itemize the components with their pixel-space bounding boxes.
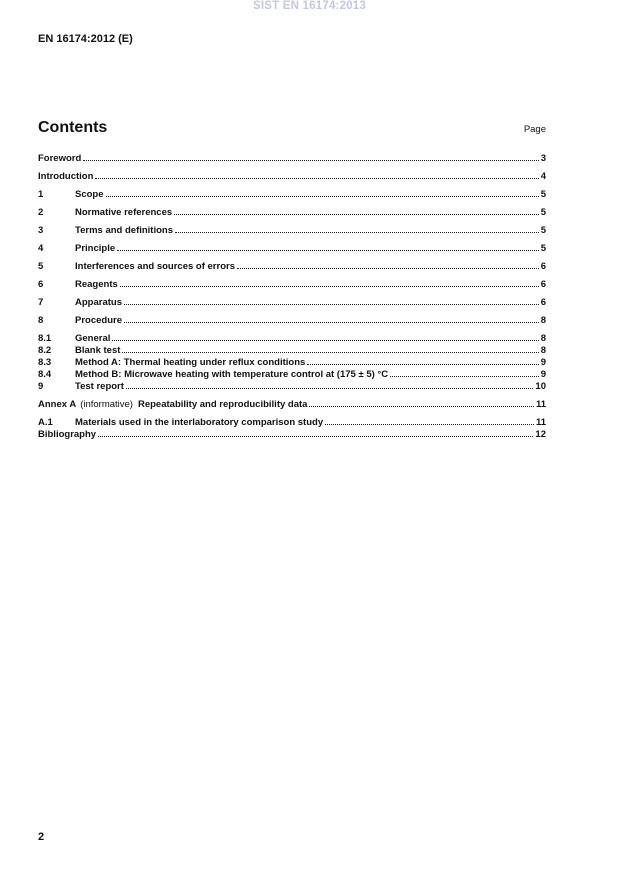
toc-entry-page: 8 <box>540 345 546 356</box>
toc-entry-page: 6 <box>540 279 546 290</box>
contents-section <box>38 119 546 447</box>
toc-dot-leader <box>390 376 539 377</box>
toc-entry-page: 6 <box>540 297 546 308</box>
toc-entry-page: 5 <box>540 225 546 236</box>
toc-entry-number: 3 <box>38 225 44 236</box>
contents-header-row <box>38 119 546 137</box>
toc-dot-leader <box>98 436 533 437</box>
toc-dot-leader <box>325 424 534 425</box>
toc-entry-page: 5 <box>540 243 546 254</box>
toc-entry-number: 8.4 <box>38 369 52 380</box>
toc-dot-leader <box>174 214 539 215</box>
toc-entry <box>38 189 546 207</box>
toc-entry-page: 8 <box>540 333 546 344</box>
contents-heading: Contents <box>38 119 108 136</box>
toc-entry <box>38 261 546 279</box>
toc-entry-title: Apparatus <box>75 297 122 308</box>
footer-page-number: 2 <box>38 831 45 843</box>
toc-entry-number: 8.2 <box>38 345 52 356</box>
toc-dot-leader <box>95 178 538 179</box>
toc-entry-page: 11 <box>535 417 546 428</box>
toc-entry-number: 9 <box>38 381 44 392</box>
toc-entry-page: 4 <box>540 171 546 182</box>
toc-entry-number: 4 <box>38 243 44 254</box>
page-column-label: Page <box>523 124 546 135</box>
toc-dot-leader <box>120 286 539 287</box>
toc-dot-leader <box>124 322 539 323</box>
toc-entry-page: 3 <box>540 153 546 164</box>
toc-entry-title: Materials used in the interlaboratory comparison study <box>75 417 324 428</box>
document-code: EN 16174:2012 (E) <box>38 33 133 45</box>
toc-entry-title: Method B: Microwave heating with temperature control at (175 ± 5) °C <box>75 369 389 380</box>
toc-entry-page: 10 <box>535 381 546 392</box>
toc-entry-page: 11 <box>535 399 546 410</box>
toc-dot-leader <box>117 250 539 251</box>
toc-dot-leader <box>106 196 539 197</box>
toc-entry-number: 8 <box>38 315 44 326</box>
toc-entry-page: 5 <box>540 189 546 200</box>
toc-entry-page: 9 <box>540 357 546 368</box>
toc-entry-number: 1 <box>38 189 44 200</box>
toc-entry-title: Normative references <box>75 207 173 218</box>
toc-entry-number: 5 <box>38 261 44 272</box>
toc-entry <box>38 417 546 429</box>
toc-entry <box>38 333 546 345</box>
toc-entry-title: Terms and definitions <box>75 225 174 236</box>
toc-entry-number: 6 <box>38 279 44 290</box>
toc-entry <box>38 315 546 333</box>
toc-entry-title: Test report <box>75 381 124 392</box>
watermark-text: SIST EN 16174:2013 <box>253 0 366 12</box>
toc-dot-leader <box>112 340 538 341</box>
toc-entry <box>38 345 546 357</box>
toc-entry <box>38 279 546 297</box>
toc-entry-page: 12 <box>535 429 546 440</box>
toc-dot-leader <box>83 160 538 161</box>
toc-entry-title: Reagents <box>75 279 118 290</box>
toc-entry-title: Interferences and sources of errors <box>75 261 235 272</box>
toc-entry <box>38 171 546 189</box>
toc-entry <box>38 399 546 417</box>
toc-entry-title: Scope <box>75 189 104 200</box>
toc-annex-prefix: Annex A <box>38 399 77 410</box>
toc-dot-leader <box>175 232 539 233</box>
toc-entry-title: Repeatability and reproducibility data <box>137 399 308 410</box>
toc-entry <box>38 225 546 243</box>
toc-entry-page: 8 <box>540 315 546 326</box>
toc-entry <box>38 207 546 225</box>
toc-dot-leader <box>122 352 538 353</box>
toc-entry-number: 8.1 <box>38 333 52 344</box>
toc-entry-title: Bibliography <box>38 429 97 440</box>
toc-entry-page: 5 <box>540 207 546 218</box>
toc-dot-leader <box>307 364 538 365</box>
toc-entry-number: 7 <box>38 297 44 308</box>
toc-entry <box>38 429 546 447</box>
toc-entry <box>38 357 546 369</box>
toc-entry <box>38 381 546 399</box>
toc-entry-title: Foreword <box>38 153 82 164</box>
toc-dot-leader <box>237 268 539 269</box>
toc-entry-title: Procedure <box>75 315 122 326</box>
toc-entry-number: 2 <box>38 207 44 218</box>
toc-entry-page: 9 <box>540 369 546 380</box>
toc-entry-title: Principle <box>75 243 116 254</box>
toc-entry <box>38 243 546 261</box>
toc-entry <box>38 369 546 381</box>
toc-entry-title: Method A: Thermal heating under reflux conditions <box>75 357 306 368</box>
toc-entry-number: A.1 <box>38 417 53 428</box>
toc-entry-title: Blank test <box>75 345 121 356</box>
toc-entry-title: General <box>75 333 111 344</box>
toc-entry <box>38 153 546 171</box>
toc-entry <box>38 297 546 315</box>
toc-entry-page: 6 <box>540 261 546 272</box>
toc-dot-leader <box>126 388 534 389</box>
toc-list <box>38 153 546 447</box>
toc-annex-qualifier: (informative) <box>80 399 133 410</box>
toc-dot-leader <box>309 406 534 407</box>
toc-entry-title: Introduction <box>38 171 94 182</box>
toc-dot-leader <box>124 304 539 305</box>
toc-entry-number: 8.3 <box>38 357 52 368</box>
